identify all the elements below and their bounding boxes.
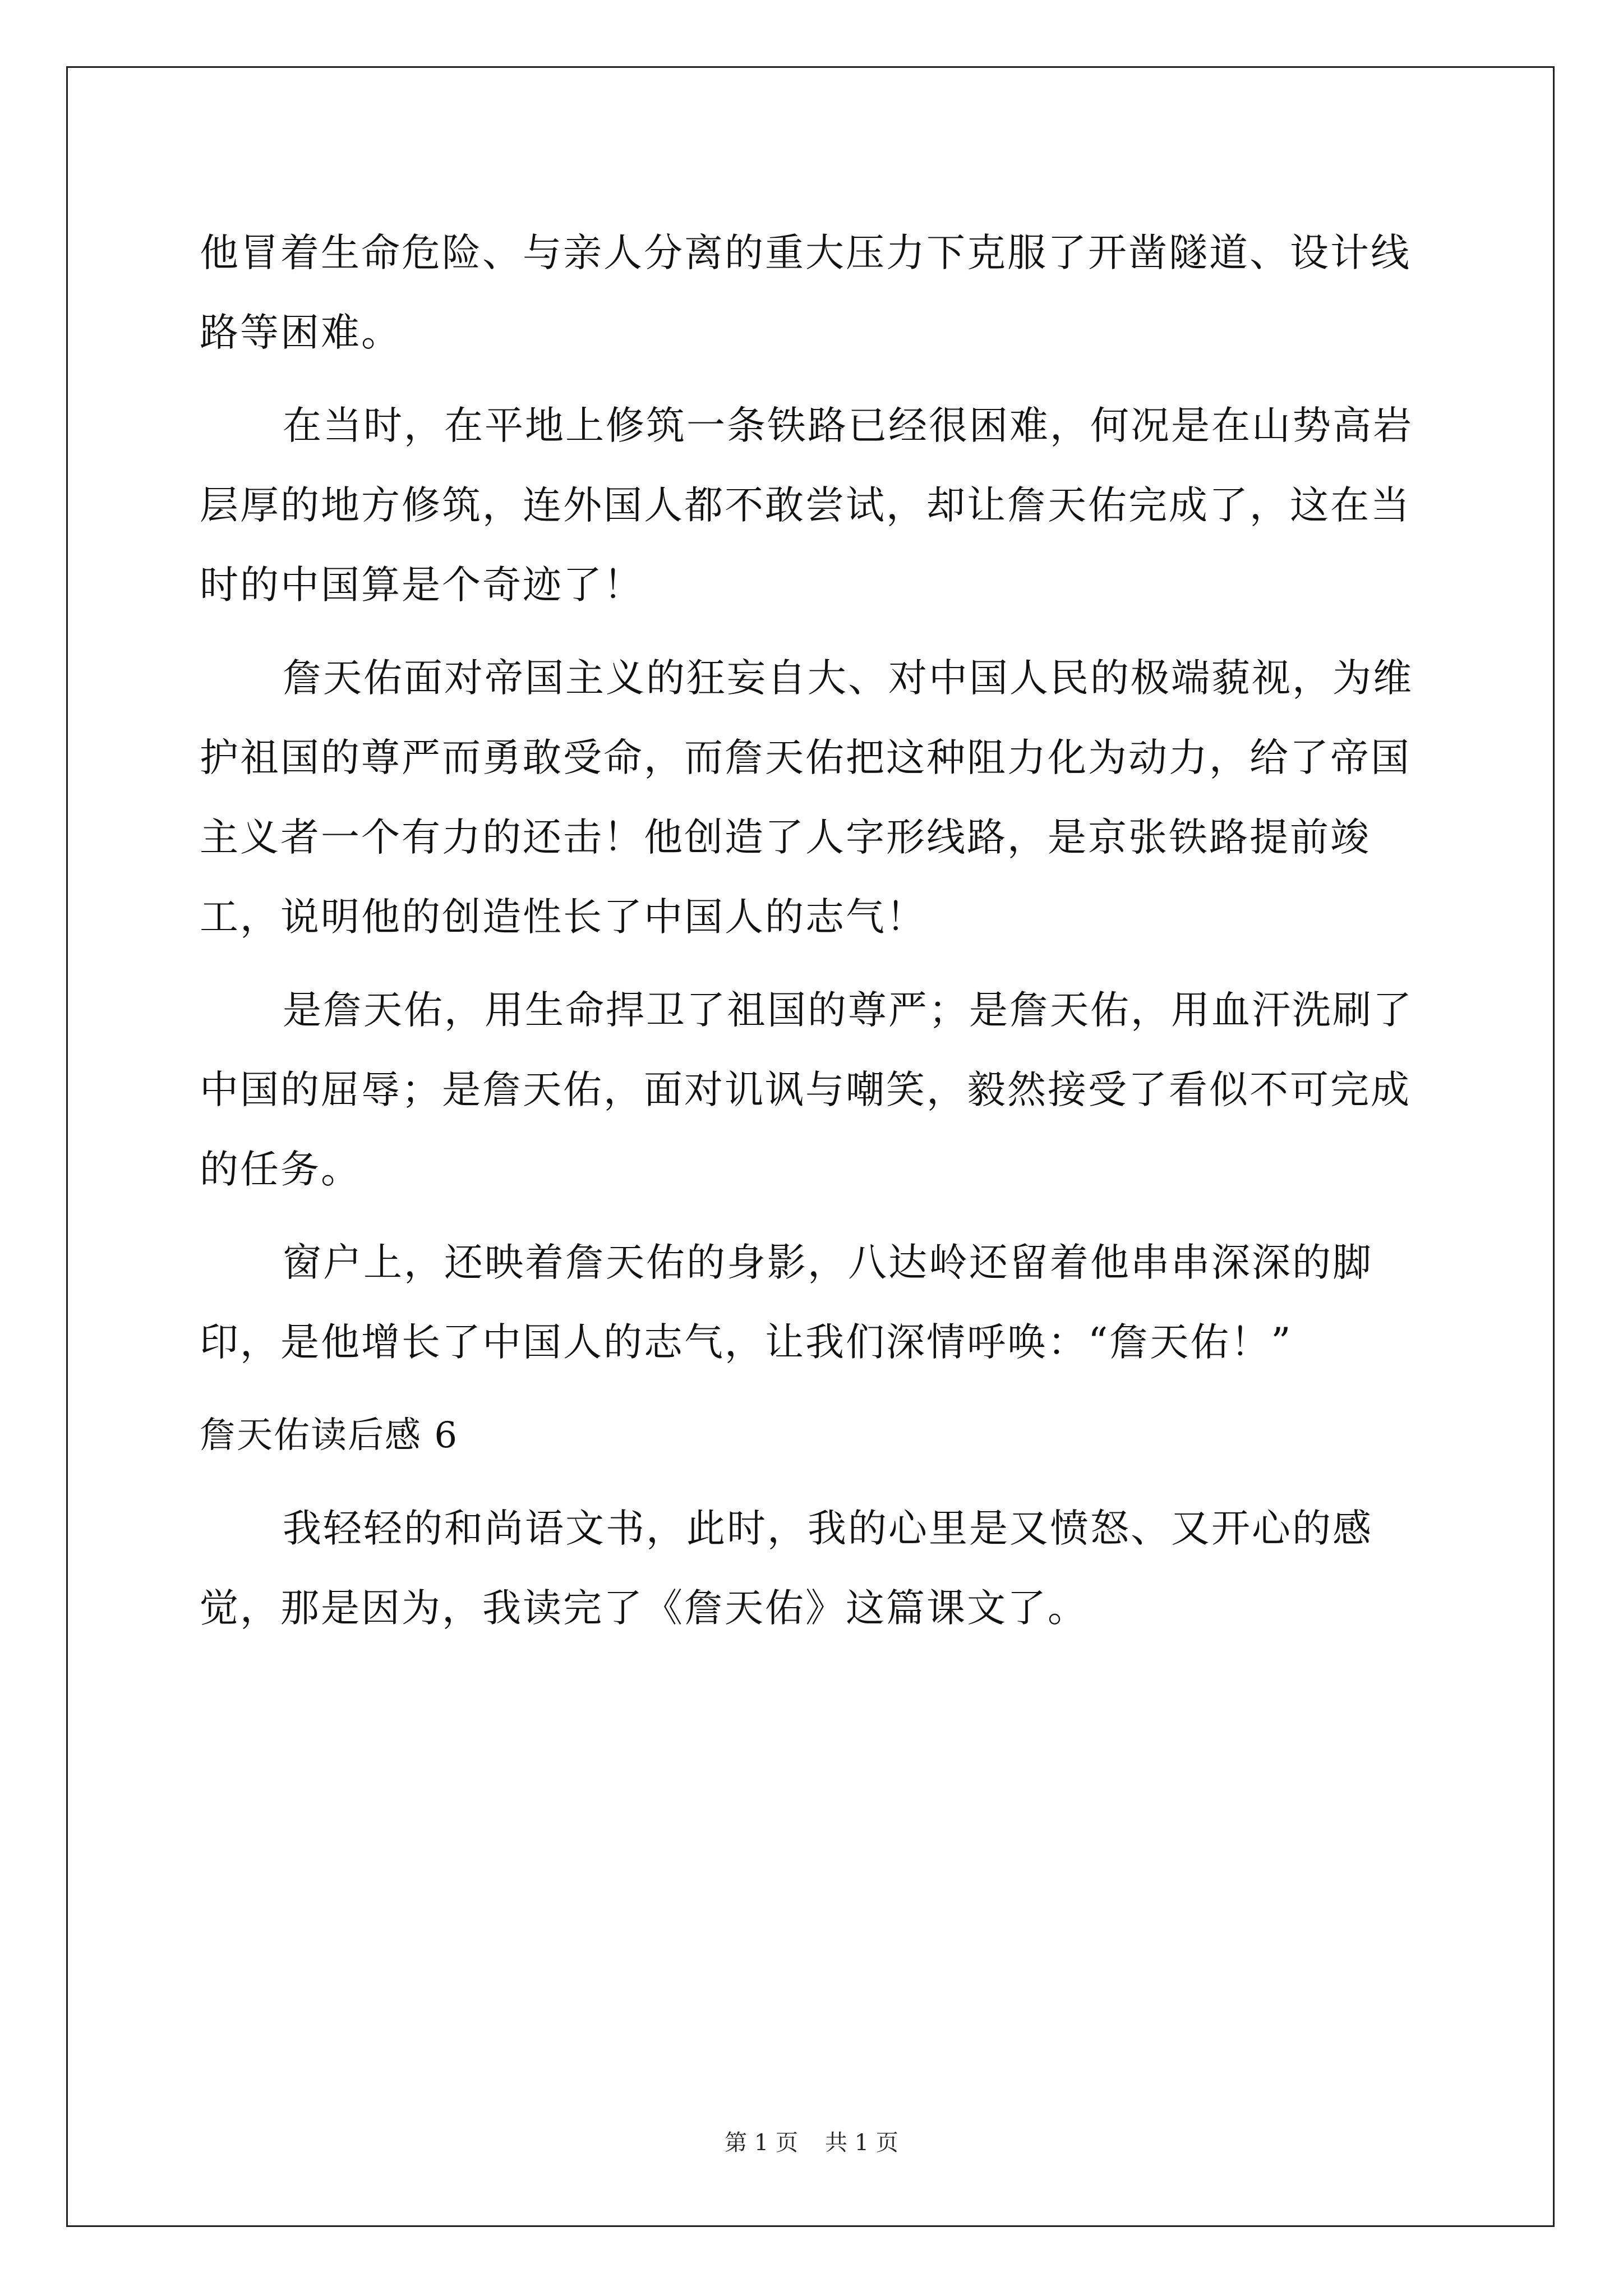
- document-body: [200, 213, 1428, 1662]
- section-title: 詹天佑读后感 6: [200, 1415, 459, 1456]
- paragraph-continuation: 他冒着生命危险、与亲人分离的重大压力下克服了开凿隧道、设计线路等困难。: [200, 231, 1411, 355]
- page-number: 第 1 页: [725, 2130, 798, 2156]
- paragraph: 是詹天佑，用生命捍卫了祖国的尊严；是詹天佑，用血汗洗刷了中国的屈辱；是詹天佑，面对讥讽与嘲笑，毅然接受了看似不可完成的任务。: [200, 988, 1413, 1192]
- page-total: 共 1 页: [825, 2130, 898, 2156]
- paragraph: 在当时，在平地上修筑一条铁路已经很困难，何况是在山势高岩层厚的地方修筑，连外国人都不敢尝试，却让詹天佑完成了，这在当时的中国算是个奇迹了！: [200, 403, 1413, 608]
- paragraph: 我轻轻的和尚语文书，此时，我的心里是又愤怒、又开心的感觉，那是因为，我读完了《詹天佑》这篇课文了。: [200, 1506, 1373, 1631]
- page-footer: [0, 2125, 1623, 2157]
- paragraph: 詹天佑面对帝国主义的狂妄自大、对中国人民的极端藐视，为维护祖国的尊严而勇敢受命，而詹天佑把这种阻力化为动力，给了帝国主义者一个有力的还击！他创造了人字形线路，是京张铁路提前竣工，说明他的创造性长了中国人的志气！: [200, 656, 1413, 940]
- paragraph: 窗户上，还映着詹天佑的身影，八达岭还留着他串串深深的脚印，是他增长了中国人的志气，让我们深情呼唤：“詹天佑！”: [200, 1240, 1373, 1365]
